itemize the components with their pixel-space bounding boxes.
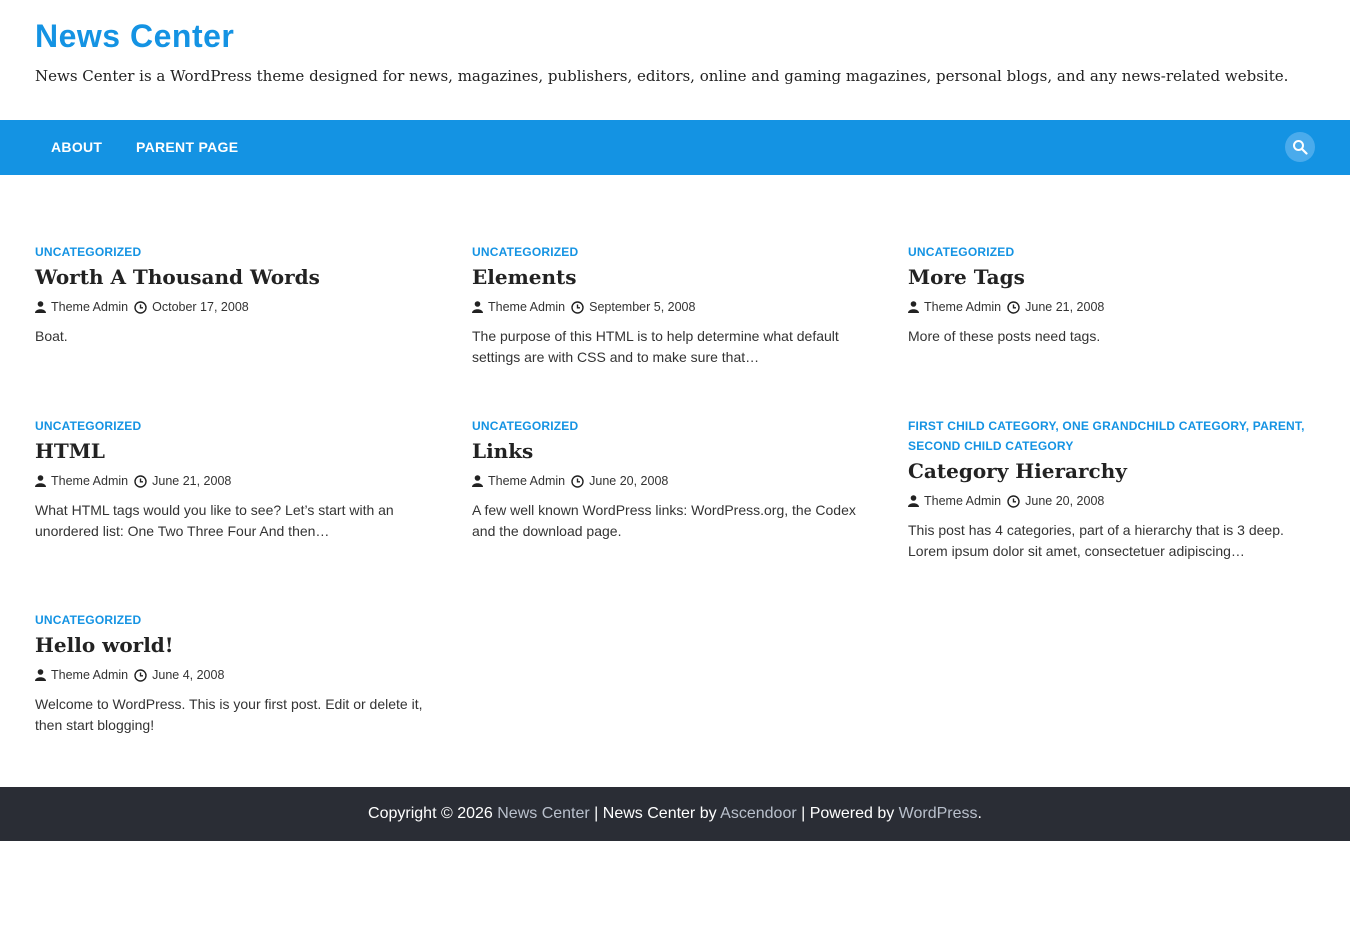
post-author[interactable] [35, 297, 128, 317]
post-card [908, 242, 1318, 347]
category-link[interactable]: FIRST CHILD CATEGORY [908, 419, 1056, 433]
clock-icon [134, 669, 147, 682]
date-text: June 20, 2008 [589, 474, 669, 488]
post-title[interactable]: HTML [35, 439, 105, 463]
author-name: Theme Admin [51, 300, 129, 314]
category-link[interactable]: PARENT [1252, 419, 1302, 433]
post-title[interactable]: Elements [472, 265, 577, 289]
post-author[interactable] [472, 297, 565, 317]
post-card [908, 416, 1318, 562]
copyright-text: Copyright © 2026 [368, 805, 498, 822]
post-categories: FIRST CHILD CATEGORY, ONE GRANDCHILD CATEGORY, PARENT, SECOND CHILD CATEGORY [908, 419, 1305, 453]
user-icon [35, 301, 46, 313]
post-meta [35, 297, 445, 317]
post-author[interactable] [472, 471, 565, 491]
post-card [472, 242, 882, 368]
post-date[interactable] [1007, 297, 1104, 317]
user-icon [908, 495, 919, 507]
site-footer [0, 787, 1350, 841]
user-icon [35, 669, 46, 681]
footer-powered-text: | Powered by [796, 805, 899, 822]
date-text: June 21, 2008 [152, 474, 232, 488]
post-meta [472, 471, 882, 491]
post-categories [35, 610, 445, 630]
search-icon [1292, 139, 1308, 155]
date-text: October 17, 2008 [152, 300, 249, 314]
site-header [0, 0, 1350, 120]
post-title[interactable]: More Tags [908, 265, 1025, 289]
post-date[interactable] [571, 297, 695, 317]
footer-end: . [977, 805, 982, 822]
category-link[interactable]: UNCATEGORIZED [472, 419, 579, 433]
post-card [472, 416, 882, 542]
date-text: June 4, 2008 [152, 668, 225, 682]
post-meta [908, 297, 1318, 317]
post-author[interactable] [35, 665, 128, 685]
category-link[interactable]: UNCATEGORIZED [35, 613, 142, 627]
post-meta [472, 297, 882, 317]
author-name: Theme Admin [924, 494, 1002, 508]
footer-site-link[interactable]: News Center [497, 805, 590, 822]
post-categories [472, 416, 882, 436]
user-icon [472, 475, 483, 487]
category-link[interactable]: ONE GRANDCHILD CATEGORY [1062, 419, 1246, 433]
post-excerpt: More of these posts need tags. [908, 328, 1101, 344]
clock-icon [571, 301, 584, 314]
post-meta [35, 471, 445, 491]
post-categories [908, 242, 1318, 262]
post-title[interactable]: Hello world! [35, 633, 174, 657]
nav-item-parent-page[interactable]: PARENT PAGE [136, 139, 239, 155]
post-categories [35, 416, 445, 436]
post-excerpt: Welcome to WordPress. This is your first post. Edit or delete it, then start blogging! [35, 696, 423, 733]
user-icon [908, 301, 919, 313]
post-excerpt: This post has 4 categories, part of a hierarchy that is 3 deep. Lorem ipsum dolor sit amet, consectetuer adipiscing… [908, 522, 1284, 559]
date-text: September 5, 2008 [589, 300, 696, 314]
user-icon [35, 475, 46, 487]
post-author[interactable] [35, 471, 128, 491]
post-categories [472, 242, 882, 262]
post-card [35, 416, 445, 542]
author-name: Theme Admin [924, 300, 1002, 314]
category-link[interactable]: UNCATEGORIZED [472, 245, 579, 259]
post-excerpt: What HTML tags would you like to see? Let’s start with an unordered list: One Two Three Four And then… [35, 502, 394, 539]
post-excerpt: Boat. [35, 328, 68, 344]
date-text: June 20, 2008 [1025, 494, 1105, 508]
post-card [35, 242, 445, 347]
category-link[interactable]: UNCATEGORIZED [35, 419, 142, 433]
category-link[interactable]: SECOND CHILD CATEGORY [908, 439, 1074, 453]
post-date[interactable] [134, 665, 224, 685]
footer-wordpress-link[interactable]: WordPress [898, 805, 978, 822]
site-title[interactable]: News Center [35, 18, 235, 54]
date-text: June 21, 2008 [1025, 300, 1105, 314]
clock-icon [1007, 495, 1020, 508]
footer-author-link[interactable]: Ascendoor [720, 805, 797, 822]
category-link[interactable]: UNCATEGORIZED [908, 245, 1015, 259]
post-author[interactable] [908, 491, 1001, 511]
post-meta [35, 665, 445, 685]
author-name: Theme Admin [51, 474, 129, 488]
post-date[interactable] [134, 471, 231, 491]
post-excerpt: The purpose of this HTML is to help determine what default settings are with CSS and to make sure that… [472, 328, 839, 365]
post-meta [908, 491, 1318, 511]
author-name: Theme Admin [488, 474, 566, 488]
clock-icon [134, 301, 147, 314]
clock-icon [1007, 301, 1020, 314]
post-title[interactable]: Worth A Thousand Words [35, 265, 320, 289]
post-title[interactable]: Category Hierarchy [908, 459, 1127, 483]
category-link[interactable]: UNCATEGORIZED [35, 245, 142, 259]
post-title[interactable]: Links [472, 439, 534, 463]
post-date[interactable] [134, 297, 249, 317]
site-description: News Center is a WordPress theme designed for news, magazines, publishers, editors, online and gaming magazines, personal blogs, and any news-related website. [35, 67, 1289, 85]
footer-theme-text: | News Center by [589, 805, 721, 822]
clock-icon [134, 475, 147, 488]
author-name: Theme Admin [488, 300, 566, 314]
user-icon [472, 301, 483, 313]
post-date[interactable] [1007, 491, 1104, 511]
clock-icon [571, 475, 584, 488]
post-excerpt: A few well known WordPress links: WordPress.org, the Codex and the download page. [472, 502, 856, 539]
nav-item-about[interactable]: ABOUT [51, 139, 103, 155]
author-name: Theme Admin [51, 668, 129, 682]
post-author[interactable] [908, 297, 1001, 317]
post-categories [35, 242, 445, 262]
search-button[interactable] [1285, 132, 1315, 162]
post-date[interactable] [571, 471, 668, 491]
main-navigation [0, 120, 1350, 175]
post-card [35, 610, 445, 736]
